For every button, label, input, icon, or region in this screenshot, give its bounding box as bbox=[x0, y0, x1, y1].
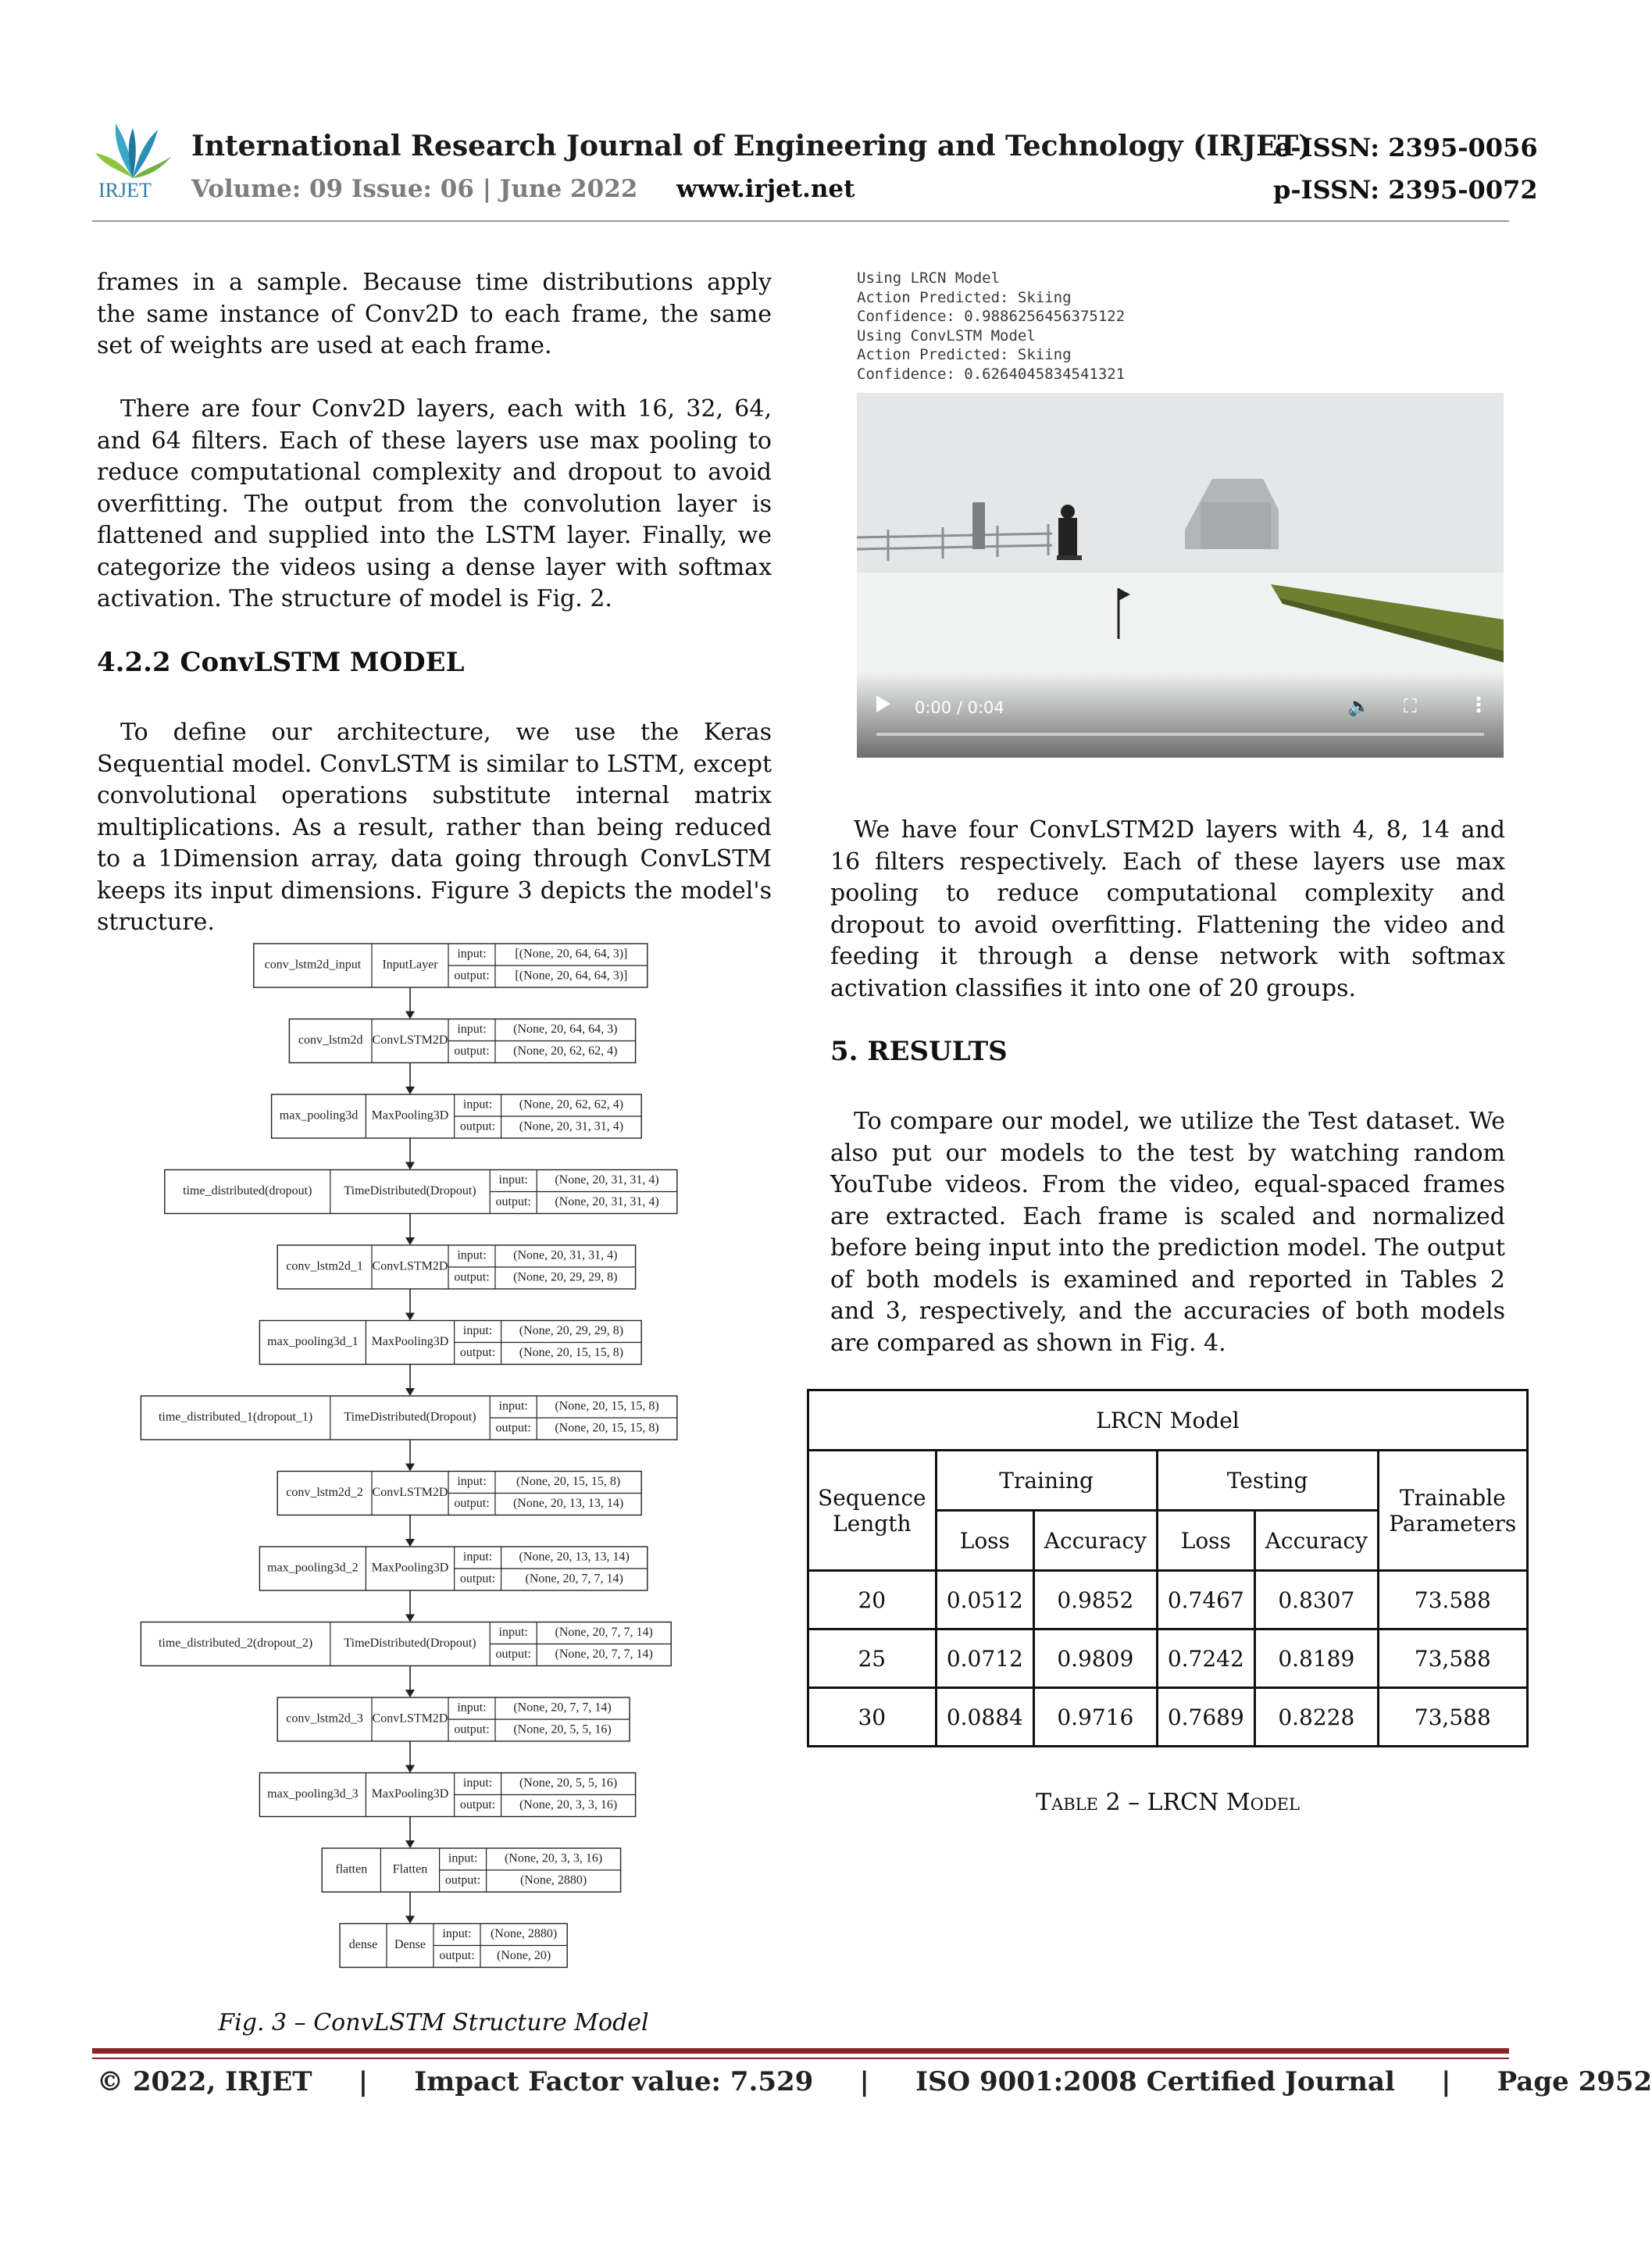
layer-name: conv_lstm2d bbox=[298, 1033, 363, 1048]
layer-input-label: input: bbox=[462, 1324, 493, 1338]
layer-input-shape: (None, 20, 15, 15, 8) bbox=[555, 1399, 659, 1413]
layer-name: conv_lstm2d_2 bbox=[286, 1486, 363, 1500]
layer-output-shape: (None, 20, 31, 31, 4) bbox=[519, 1119, 624, 1133]
layer-type: ConvLSTM2D bbox=[372, 1259, 448, 1273]
cell-test-loss: 0.7242 bbox=[1157, 1629, 1254, 1688]
irjet-logo bbox=[92, 116, 175, 202]
footer-rule-thick bbox=[92, 2048, 1509, 2054]
cell-train-acc: 0.9716 bbox=[1034, 1688, 1158, 1747]
video-time: 0:00 / 0:04 bbox=[915, 698, 1004, 717]
training-accuracy-header: Accuracy bbox=[1034, 1511, 1158, 1571]
layer-output-shape: [(None, 20, 64, 64, 3)] bbox=[515, 969, 628, 983]
left-paragraph-2 bbox=[97, 394, 772, 616]
layer-output-shape: (None, 20, 15, 15, 8) bbox=[555, 1421, 659, 1435]
flow-arrowhead bbox=[405, 1162, 415, 1170]
layer-output-shape: (None, 20, 31, 31, 4) bbox=[555, 1195, 659, 1209]
layer-output-label: output: bbox=[459, 1346, 496, 1360]
cell-test-acc: 0.8189 bbox=[1255, 1629, 1379, 1688]
layer-input-shape: (None, 20, 3, 3, 16) bbox=[504, 1851, 603, 1865]
prediction-log-line: Action Predicted: Skiing bbox=[857, 288, 1072, 306]
prediction-log bbox=[857, 269, 1125, 384]
layer-name: max_pooling3d_3 bbox=[267, 1787, 359, 1801]
layer-block bbox=[259, 1547, 647, 1590]
layer-input-shape: (None, 20, 62, 62, 4) bbox=[519, 1098, 624, 1112]
layer-name: dense bbox=[348, 1938, 378, 1952]
layer-block bbox=[277, 1245, 635, 1289]
layer-type: TimeDistributed(Dropout) bbox=[344, 1637, 476, 1651]
e-issn: e-ISSN: 2395-0056 bbox=[1275, 133, 1538, 162]
layer-input-shape: (None, 20, 7, 7, 14) bbox=[513, 1701, 612, 1715]
layer-input-shape: (None, 20, 31, 31, 4) bbox=[513, 1248, 618, 1262]
flow-arrowhead bbox=[405, 1615, 415, 1622]
layer-type: ConvLSTM2D bbox=[372, 1033, 448, 1048]
cell-params: 73,588 bbox=[1378, 1688, 1527, 1747]
cell-train-loss: 0.0884 bbox=[936, 1688, 1033, 1747]
layer-output-shape: (None, 20, 5, 5, 16) bbox=[513, 1722, 612, 1737]
layer-input-shape: (None, 20, 29, 29, 8) bbox=[519, 1324, 624, 1338]
layer-output-shape: (None, 20, 7, 7, 14) bbox=[555, 1647, 653, 1662]
layer-output-label: output: bbox=[454, 1722, 490, 1737]
layer-output-label: output: bbox=[495, 1421, 531, 1435]
flow-arrowhead bbox=[405, 1539, 415, 1547]
layer-type: ConvLSTM2D bbox=[372, 1486, 448, 1500]
layer-name: time_distributed(dropout) bbox=[183, 1184, 312, 1198]
layer-input-shape: (None, 20, 7, 7, 14) bbox=[555, 1626, 653, 1640]
layer-block bbox=[141, 1622, 671, 1666]
layer-type: Flatten bbox=[392, 1862, 428, 1876]
layer-input-label: input: bbox=[442, 1927, 472, 1941]
cell-train-loss: 0.0712 bbox=[936, 1629, 1033, 1688]
layer-output-label: output: bbox=[439, 1949, 475, 1963]
table-row bbox=[808, 1629, 1528, 1688]
right-para-1-text: We have four ConvLSTM2D layers with 4, 8, 14 and 16 filters respectively. Each of these layers use max pooling to reduce computational complexity and dropout to avoid overfitting. Flattening the video and feeding it through a dense network with softmax activation classifies it into one of 20 groups. bbox=[830, 816, 1505, 1002]
logo-text: IRJET bbox=[98, 179, 152, 202]
layer-output-shape: (None, 20, 7, 7, 14) bbox=[525, 1572, 623, 1586]
layer-block bbox=[277, 1472, 641, 1515]
flow-arrowhead bbox=[405, 1916, 415, 1924]
layer-block bbox=[289, 1019, 635, 1063]
layer-input-label: input: bbox=[457, 1248, 487, 1262]
cell-test-loss: 0.7467 bbox=[1157, 1571, 1254, 1629]
layer-output-label: output: bbox=[495, 1647, 531, 1662]
layer-type: InputLayer bbox=[382, 958, 438, 972]
cell-params: 73,588 bbox=[1378, 1629, 1527, 1688]
section-heading-convlstm: 4.2.2 ConvLSTM MODEL bbox=[97, 647, 465, 678]
flow-arrowhead bbox=[405, 1840, 415, 1848]
layer-block bbox=[254, 944, 648, 987]
layer-type: TimeDistributed(Dropout) bbox=[344, 1410, 476, 1424]
layer-output-shape: (None, 20, 62, 62, 4) bbox=[513, 1044, 618, 1058]
cell-test-acc: 0.8307 bbox=[1255, 1571, 1379, 1629]
layer-name: conv_lstm2d_1 bbox=[286, 1259, 363, 1273]
layer-block bbox=[259, 1773, 635, 1817]
layer-type: MaxPooling3D bbox=[371, 1561, 449, 1575]
layer-input-shape: (None, 20, 13, 13, 14) bbox=[519, 1550, 630, 1564]
layer-output-label: output: bbox=[444, 1873, 481, 1887]
layer-output-shape: (None, 20, 15, 15, 8) bbox=[519, 1346, 624, 1360]
layer-input-shape: [(None, 20, 64, 64, 3)] bbox=[515, 947, 628, 961]
cell-test-acc: 0.8228 bbox=[1255, 1688, 1379, 1747]
layer-name: time_distributed_2(dropout_2) bbox=[158, 1637, 313, 1651]
footer-separator: | bbox=[358, 2066, 369, 2097]
layer-input-shape: (None, 2880) bbox=[490, 1927, 558, 1941]
layer-output-shape: (None, 20, 3, 3, 16) bbox=[519, 1798, 618, 1812]
cell-params: 73.588 bbox=[1378, 1571, 1527, 1629]
layer-type: MaxPooling3D bbox=[371, 1335, 449, 1349]
left-para-2-text: There are four Conv2D layers, each with 16, 32, 64, and 64 filters. Each of these layers use max pooling to reduce computational complexity and dropout to avoid overfitting. The output from the convolution layer is flattened and supplied into the LSTM layer. Finally, we categorize the videos using a dense layer with softmax activation. The structure of model is Fig. 2. bbox=[97, 395, 772, 612]
layer-name: conv_lstm2d_input bbox=[264, 958, 362, 972]
layer-output-label: output: bbox=[454, 1270, 490, 1284]
layer-output-shape: (None, 2880) bbox=[519, 1873, 587, 1887]
table-row bbox=[808, 1688, 1528, 1747]
layer-input-shape: (None, 20, 5, 5, 16) bbox=[519, 1776, 618, 1790]
layer-type: TimeDistributed(Dropout) bbox=[344, 1184, 476, 1198]
layer-block bbox=[141, 1396, 676, 1440]
cell-train-acc: 0.9852 bbox=[1034, 1571, 1158, 1629]
cell-seq: 20 bbox=[808, 1571, 937, 1629]
cell-seq: 25 bbox=[808, 1629, 937, 1688]
training-header: Training bbox=[936, 1451, 1157, 1511]
prediction-log-line: Using LRCN Model bbox=[857, 269, 1001, 287]
header-divider bbox=[92, 220, 1509, 222]
layer-block bbox=[165, 1170, 677, 1214]
footer-separator: | bbox=[859, 2066, 869, 2097]
prediction-log-line: Action Predicted: Skiing bbox=[857, 346, 1072, 363]
video-controls bbox=[857, 672, 1504, 758]
layer-input-label: input: bbox=[498, 1626, 528, 1640]
footer-page-number: Page 2952 bbox=[1497, 2066, 1652, 2097]
layer-output-label: output: bbox=[459, 1572, 496, 1586]
convlstm-structure-diagram bbox=[62, 937, 765, 1984]
layer-output-label: output: bbox=[459, 1798, 496, 1812]
layer-name: flatten bbox=[335, 1862, 368, 1876]
layer-block bbox=[322, 1848, 620, 1892]
prediction-log-line: Confidence: 0.6264045834541321 bbox=[857, 365, 1126, 383]
layer-input-label: input: bbox=[457, 1023, 487, 1037]
cell-test-loss: 0.7689 bbox=[1157, 1688, 1254, 1747]
layer-name: time_distributed_1(dropout_1) bbox=[158, 1410, 313, 1424]
trainable-parameters-header: Trainable Parameters bbox=[1378, 1451, 1527, 1571]
layer-output-label: output: bbox=[454, 1497, 490, 1511]
table-row bbox=[808, 1571, 1528, 1629]
layer-input-label: input: bbox=[448, 1851, 478, 1865]
left-paragraph-3 bbox=[97, 717, 772, 939]
footer bbox=[97, 2066, 1652, 2097]
layer-output-shape: (None, 20, 13, 13, 14) bbox=[512, 1497, 624, 1511]
layer-input-label: input: bbox=[457, 947, 487, 961]
cell-train-loss: 0.0512 bbox=[936, 1571, 1033, 1629]
prediction-log-line: Confidence: 0.9886256456375122 bbox=[857, 308, 1126, 325]
layer-input-label: input: bbox=[498, 1399, 528, 1413]
layer-type: Dense bbox=[394, 1938, 426, 1952]
layer-block bbox=[272, 1094, 642, 1138]
layer-input-shape: (None, 20, 15, 15, 8) bbox=[516, 1475, 621, 1489]
layer-input-shape: (None, 20, 64, 64, 3) bbox=[513, 1023, 618, 1037]
flow-arrowhead bbox=[405, 1313, 415, 1321]
testing-accuracy-header: Accuracy bbox=[1255, 1511, 1379, 1571]
more-options-icon[interactable]: ⋮ bbox=[1468, 694, 1489, 717]
footer-rule-thin bbox=[92, 2058, 1509, 2059]
layer-output-label: output: bbox=[454, 969, 490, 983]
footer-separator: | bbox=[1441, 2066, 1451, 2097]
table-2-caption: Table 2 – LRCN Model bbox=[1036, 1789, 1300, 1816]
layer-name: max_pooling3d_2 bbox=[267, 1561, 359, 1575]
section-heading-results: 5. RESULTS bbox=[830, 1036, 1008, 1067]
flow-arrowhead bbox=[405, 1464, 415, 1472]
layer-input-shape: (None, 20, 31, 31, 4) bbox=[555, 1173, 659, 1187]
right-para-2-text: To compare our model, we utilize the Test dataset. We also put our models to the test by watching random YouTube videos. From the video, equal-spaced frames are extracted. Each frame is scaled and normalized before being input into the prediction model. The output of both models is examined and reported in Tables 2 and 3, respectively, and the accuracies of both models are compared as shown in Fig. 4. bbox=[830, 1108, 1505, 1357]
layer-input-label: input: bbox=[462, 1776, 493, 1790]
layer-name: max_pooling3d_1 bbox=[267, 1335, 359, 1349]
layer-output-shape: (None, 20, 29, 29, 8) bbox=[513, 1270, 618, 1284]
cell-train-acc: 0.9809 bbox=[1034, 1629, 1158, 1688]
flow-arrowhead bbox=[405, 1765, 415, 1773]
video-player[interactable] bbox=[857, 393, 1504, 758]
play-icon[interactable] bbox=[876, 695, 890, 712]
footer-impact-factor: Impact Factor value: 7.529 bbox=[414, 2066, 814, 2097]
seek-bar[interactable] bbox=[876, 733, 1484, 736]
layer-block bbox=[277, 1697, 630, 1741]
volume-issue: Volume: 09 Issue: 06 | June 2022 bbox=[191, 175, 638, 203]
journal-website-link[interactable]: www.irjet.net bbox=[676, 175, 855, 203]
cell-seq: 30 bbox=[808, 1688, 937, 1747]
layer-block bbox=[340, 1924, 567, 1968]
layer-output-label: output: bbox=[495, 1195, 531, 1209]
sequence-length-header: Sequence Length bbox=[808, 1451, 937, 1571]
footer-copyright: © 2022, IRJET bbox=[97, 2066, 312, 2097]
flow-arrowhead bbox=[405, 1388, 415, 1396]
layer-name: max_pooling3d bbox=[279, 1108, 359, 1123]
figure-3-caption: Fig. 3 – ConvLSTM Structure Model bbox=[218, 2009, 649, 2036]
flow-arrowhead bbox=[405, 1690, 415, 1697]
table-title: LRCN Model bbox=[808, 1390, 1528, 1451]
testing-loss-header: Loss bbox=[1157, 1511, 1254, 1571]
layer-output-label: output: bbox=[459, 1119, 496, 1133]
layer-name: conv_lstm2d_3 bbox=[286, 1712, 363, 1726]
flow-arrowhead bbox=[405, 1012, 415, 1019]
flow-arrowhead bbox=[405, 1087, 415, 1094]
volume-icon[interactable]: 🔈 bbox=[1347, 695, 1371, 717]
layer-type: MaxPooling3D bbox=[371, 1787, 449, 1801]
p-issn: p-ISSN: 2395-0072 bbox=[1273, 175, 1538, 205]
fullscreen-icon[interactable]: ⛶ bbox=[1404, 695, 1417, 717]
left-para-3-text: To define our architecture, we use the Keras Sequential model. ConvLSTM is similar to LSTM, except convolutional operations substitute internal matrix multiplications. As a result, rather than being reduced to a 1Dimension array, data going through ConvLSTM keeps its input dimensions. Figure 3 depicts the model's structure. bbox=[97, 719, 772, 936]
layer-input-label: input: bbox=[457, 1701, 487, 1715]
journal-title: International Research Journal of Engineering and Technology (IRJET) bbox=[191, 130, 1312, 162]
layer-block bbox=[259, 1321, 641, 1365]
left-paragraph-1 bbox=[97, 267, 772, 362]
layer-type: ConvLSTM2D bbox=[372, 1712, 448, 1726]
right-paragraph-2 bbox=[830, 1106, 1505, 1359]
testing-header: Testing bbox=[1157, 1451, 1378, 1511]
left-para-1-text: frames in a sample. Because time distributions apply the same instance of Conv2D to each frame, the same set of weights are used at each frame. bbox=[97, 269, 772, 359]
prediction-log-line: Using ConvLSTM Model bbox=[857, 327, 1036, 344]
layer-type: MaxPooling3D bbox=[371, 1108, 449, 1123]
layer-output-shape: (None, 20) bbox=[496, 1949, 551, 1963]
lrcn-results-table bbox=[807, 1389, 1529, 1747]
flow-arrowhead bbox=[405, 1237, 415, 1245]
right-paragraph-1 bbox=[830, 815, 1505, 1005]
layer-input-label: input: bbox=[462, 1550, 493, 1564]
layer-input-label: input: bbox=[462, 1098, 493, 1112]
layer-output-label: output: bbox=[454, 1044, 490, 1058]
footer-iso: ISO 9001:2008 Certified Journal bbox=[915, 2066, 1395, 2097]
training-loss-header: Loss bbox=[936, 1511, 1033, 1571]
layer-input-label: input: bbox=[498, 1173, 528, 1187]
layer-input-label: input: bbox=[457, 1475, 487, 1489]
